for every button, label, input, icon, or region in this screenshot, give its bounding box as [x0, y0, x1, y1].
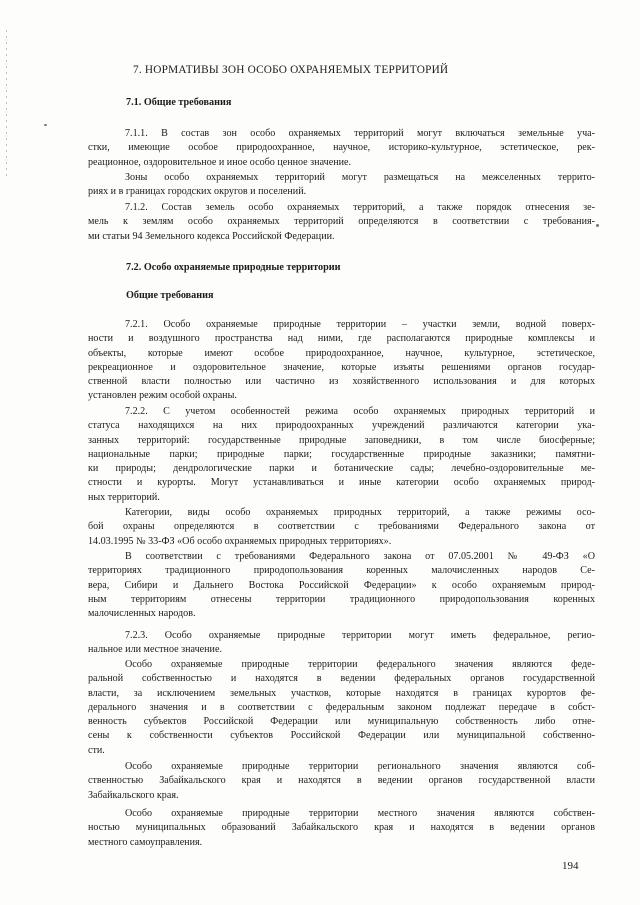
paragraph-line: ки природы; дендрологические парки и ботанические сады; лечебно-оздоровительные ме-: [88, 463, 595, 475]
scan-edge-artifact: [6, 30, 7, 180]
subsection-heading-general: Общие требования: [126, 290, 214, 301]
paragraph-line: риях и в границах городских округов и поселений.: [88, 186, 307, 198]
paragraph-line: 7.2.1. Особо охраняемые природные территории – участки земли, водной поверх-: [125, 319, 595, 330]
paragraph-line: реационное, оздоровительное и иное особо ценное значение.: [88, 156, 352, 168]
paragraph-line: национальные парки; природные парки; государственные природные заказники; памятни-: [88, 448, 595, 460]
scan-speck: [44, 124, 47, 126]
paragraph-line: статуса находящихся на них природоохранных учреждений различаются категории ука-: [88, 420, 595, 432]
paragraph-line: 7.2.3. Особо охраняемые природные территории могут иметь федеральное, регио-: [125, 630, 595, 641]
paragraph-line: В соответствии с требованиями Федерального закона от 07.05.2001 № 49-ФЗ «О: [125, 551, 595, 562]
paragraph-line: ных территорий.: [88, 491, 160, 503]
paragraph-line: Особо охраняемые природные территории местного значения являются собствен-: [125, 808, 595, 819]
paragraph-line: Забайкальского края.: [88, 789, 179, 801]
paragraph-line: венность субъектов Российской Федерации или муниципальную собственность либо отне-: [88, 716, 595, 728]
paragraph-line: ральной собственностью и находятся в ведении федеральных органов государственной: [88, 673, 595, 685]
paragraph-7-2-3: [88, 629, 595, 658]
page-title: 7. НОРМАТИВЫ ЗОН ОСОБО ОХРАНЯЕМЫХ ТЕРРИТОРИЙ: [133, 64, 449, 76]
paragraph-line: рекреационное и оздоровительное значение, которые изъяты решениями органов государ-: [88, 361, 595, 373]
paragraph-line: ностью муниципальных образований Забайкальского края и находятся в ведении органов: [88, 822, 595, 834]
paragraph-line: бой охраны определяются в соответствии с требованиями Федерального закона от: [88, 521, 595, 533]
paragraph-line: объекты, которые имеют особое природоохранное, научное, культурное, эстетическое,: [88, 347, 595, 359]
section-heading-7-1: 7.1. Общие требования: [126, 97, 232, 108]
paragraph-7-2-2: [88, 405, 595, 505]
paragraph-line: власти, за исключением земельных участков, которые находятся в границах курортов фе-: [88, 687, 595, 699]
scan-speck: [596, 224, 599, 227]
paragraph-federal-law: [88, 550, 595, 621]
paragraph-regional-significance: [88, 760, 595, 803]
paragraph-line: сти.: [88, 744, 105, 756]
paragraph-line: сены к собственности субъектов Российской Федерации или муниципальной собственно-: [88, 730, 595, 742]
paragraph-line: территориях традиционного природопользования коренных малочисленных народов Се-: [88, 565, 595, 577]
paragraph-line: 7.1.1. В состав зон особо охраняемых территорий могут включаться земельные уча-: [125, 128, 595, 139]
paragraph-7-2-1: [88, 318, 595, 404]
paragraph-line: 7.1.2. Состав земель особо охраняемых территорий, а также порядок отнесения зе-: [125, 202, 595, 213]
page-number: 194: [562, 860, 579, 872]
paragraph-7-1-2: [88, 201, 595, 244]
section-heading-7-2: 7.2. Особо охраняемые природные территории: [126, 262, 341, 273]
paragraph-line: ственной власти полностью или частично из хозяйственного использования и для которых: [88, 376, 595, 388]
paragraph-local-significance: [88, 807, 595, 850]
paragraph-line: мель к землям особо охраняемых территорий определяются в соответствии с требования-: [88, 216, 595, 228]
paragraph-categories: [88, 506, 595, 549]
paragraph-line: ми статьи 94 Земельного кодекса Российской Федерации.: [88, 230, 335, 242]
paragraph-7-1-1: [88, 127, 595, 170]
paragraph-line: Категории, виды особо охраняемых природных территорий, а также режимы осо-: [125, 507, 595, 518]
paragraph-line: занных территорий: государственные природные заповедники, в том числе биосферные;: [88, 434, 595, 446]
paragraph-line: стки, имеющие особое природоохранное, научное, историко-культурное, эстетическое, рек-: [88, 142, 595, 154]
paragraph-federal-significance: [88, 658, 595, 758]
paragraph-zones: [88, 171, 595, 200]
paragraph-line: ным территориям отнесены территории традиционного природопользования коренных: [88, 593, 595, 605]
paragraph-line: 14.03.1995 № 33-ФЗ «Об особо охраняемых природных территориях».: [88, 535, 392, 547]
paragraph-line: установлен режим особой охраны.: [88, 390, 237, 402]
paragraph-line: малочисленных народов.: [88, 608, 196, 620]
paragraph-line: стности и курорты. Могут устанавливаться и иные категории особо охраняемых природ-: [88, 477, 595, 489]
paragraph-line: нальное или местное значение.: [88, 644, 222, 656]
paragraph-line: Особо охраняемые природные территории федерального значения являются феде-: [125, 659, 595, 670]
paragraph-line: местного самоуправления.: [88, 836, 203, 848]
paragraph-line: дерального значения и в соответствии с федеральным законом подлежат передаче в собст-: [88, 701, 595, 713]
paragraph-line: вера, Сибири и Дальнего Востока Российской Федерации» к особо охраняемым природ-: [88, 579, 595, 591]
paragraph-line: ности и воздушного пространства над ними, где располагаются природные комплексы и: [88, 333, 595, 345]
paragraph-line: Особо охраняемые природные территории регионального значения являются соб-: [125, 761, 595, 772]
paragraph-line: Зоны особо охраняемых территорий могут размещаться на межселенных террито-: [125, 172, 595, 183]
paragraph-line: 7.2.2. С учетом особенностей режима особо охраняемых природных территорий и: [125, 406, 595, 417]
paragraph-line: ственностью Забайкальского края и находятся в ведении органов государственной власти: [88, 775, 595, 787]
